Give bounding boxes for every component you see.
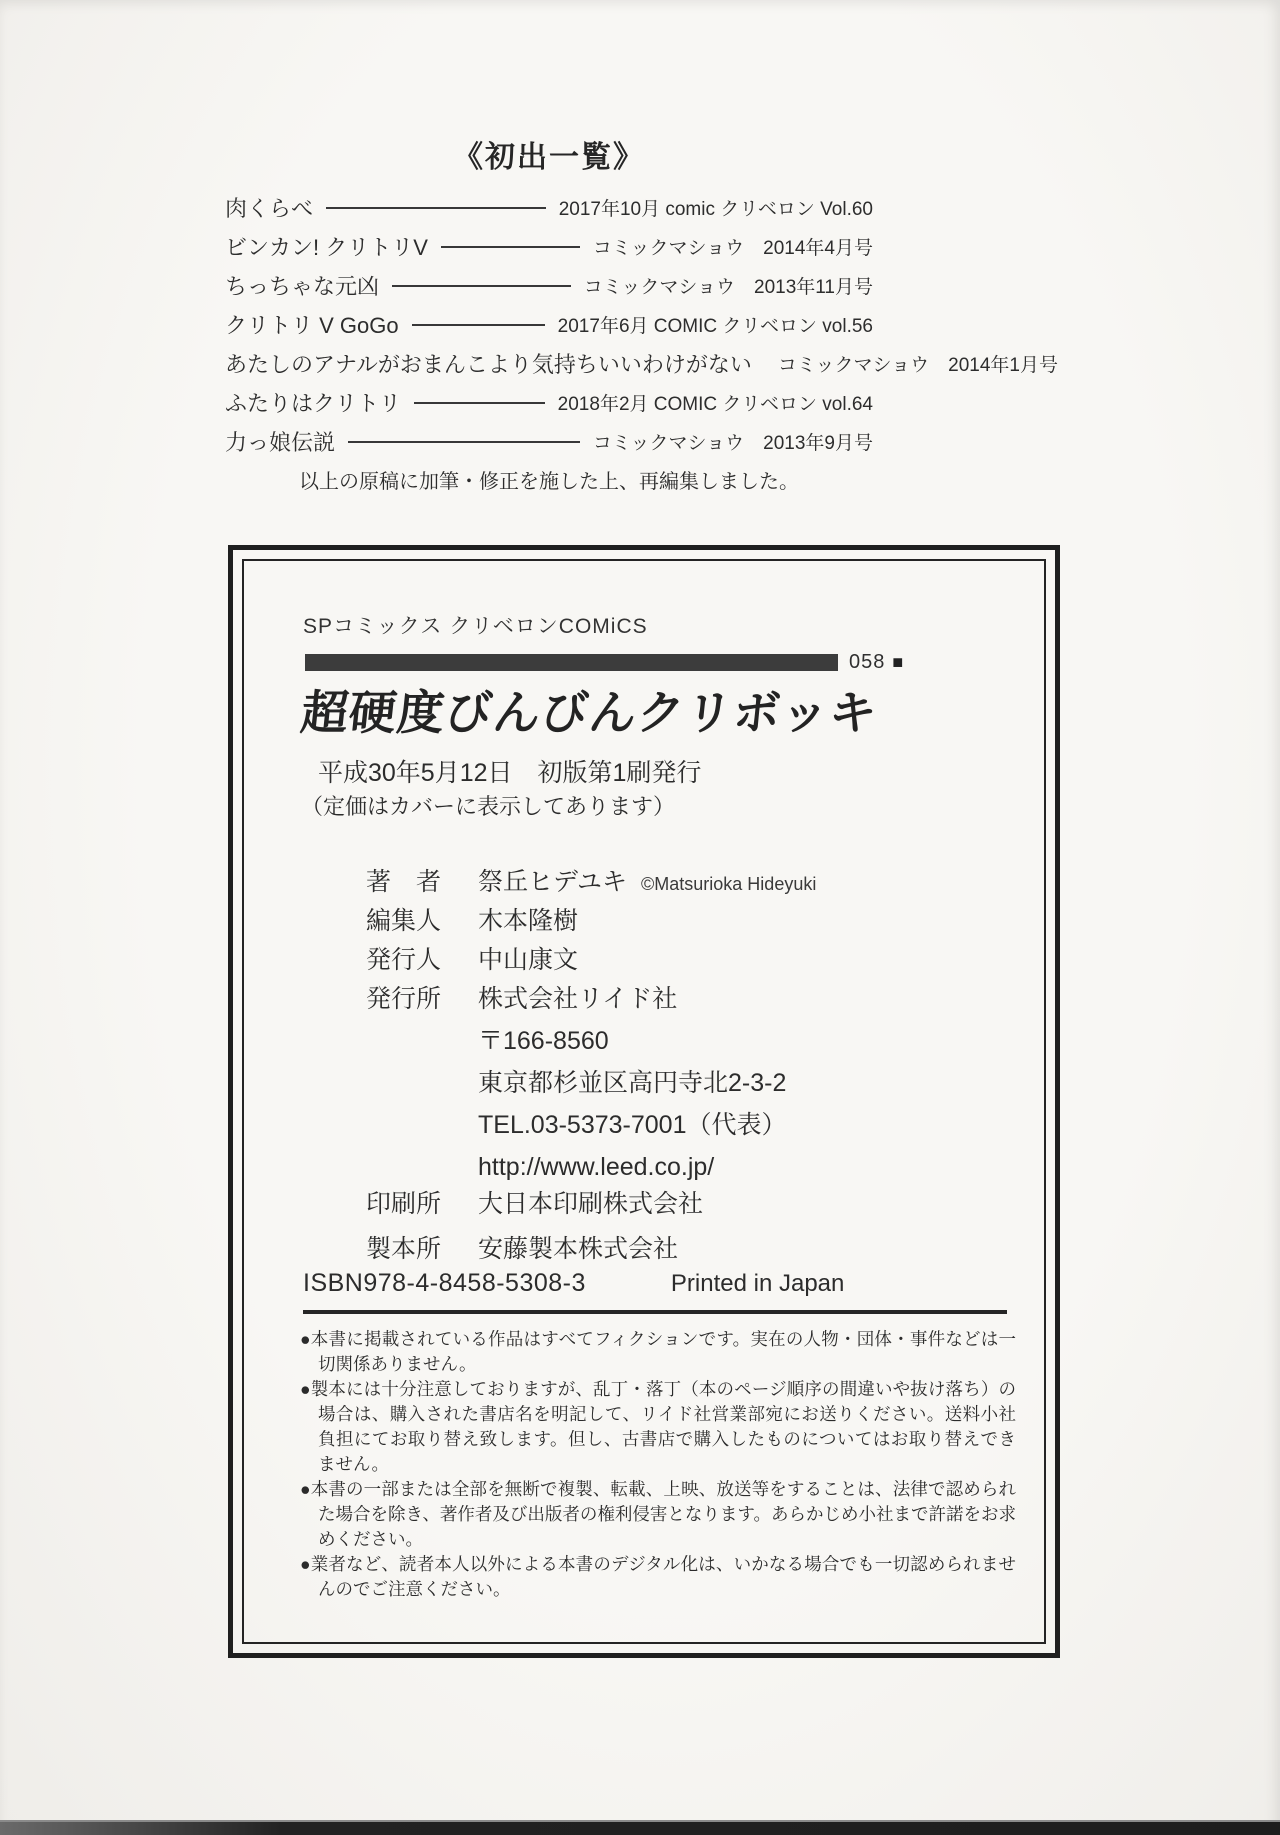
production-role: 印刷所 [366,1190,442,1218]
staff-name: 木本隆樹 [478,907,579,935]
disclaimer-item [300,1377,1016,1477]
publisher-url: http://www.leed.co.jp/ [478,1153,715,1181]
work-source: コミックマショウ 2014年1月号 [777,355,1058,376]
credit-row [225,383,873,422]
disclaimer-item [300,1552,1016,1602]
isbn-row [303,1269,844,1298]
staff-role: 発行所 [366,985,442,1013]
work-source: 2017年6月 COMIC クリベロン vol.56 [557,316,873,337]
revision-note: 以上の原稿に加筆・修正を施した上、再編集しました。 [299,471,799,493]
leader-line [414,402,545,404]
black-bar [305,654,838,671]
staff-row [366,901,816,940]
disclaimer-item [300,1477,1016,1552]
work-source: 2018年2月 COMIC クリベロン vol.64 [557,394,873,415]
bullet-icon: ● [300,1479,311,1499]
work-title: ビンカン! クリトリV [225,235,428,260]
disclaimer-text: 業者など、読者本人以外による本書のデジタル化は、いかなる場合でも一切認められませんのでご注意ください。 [310,1554,1016,1599]
street-address: 東京都杉並区高円寺北2-3-2 [478,1069,787,1097]
page-title: 《初出一覧》 [453,141,645,174]
divider-rule [303,1310,1007,1314]
disclaimer-text: 本書の一部または全部を無断で複製、転載、上映、放送等をすることは、法律で認められた場合を除き、著作者及び出版者の権利侵害となります。あらかじめ小社まで許諾をお求めください。 [310,1479,1017,1549]
series-label: SPコミックス クリベロンCOMiCS [303,615,648,638]
work-source: コミックマショウ 2013年9月号 [592,433,873,454]
disclaimer-text: 製本には十分注意しておりますが、乱丁・落丁（本のページ順序の間違いや抜け落ち）の場合は、購入された書店名を明記して、リイド社営業部宛にお送りください。送料小社負担にてお取り替え致します。但し、古書店で購入したものについてはお取り替えできません。 [310,1379,1016,1474]
production-company: 大日本印刷株式会社 [478,1190,704,1218]
bullet-icon: ● [300,1554,311,1574]
disclaimer-text: 本書に掲載されている作品はすべてフィクションです。実在の人物・団体・事件などは一切関係ありません。 [310,1329,1016,1374]
staff-name: 中山康文 [478,946,579,974]
leader-line [441,246,580,248]
credit-row [225,188,873,227]
production-row [366,1184,703,1229]
staff-name: 株式会社リイド社 [478,985,678,1013]
work-source: コミックマショウ 2013年11月号 [583,277,873,298]
production-role: 製本所 [366,1235,442,1263]
work-title: 肉くらべ [225,196,314,221]
first-publication-list [225,188,1058,461]
credit-row [225,266,873,305]
bullet-icon: ● [300,1329,311,1349]
work-title: あたしのアナルがおまんこより気持ちいいわけがない [225,352,752,377]
scan-edge [0,1820,1280,1835]
credit-row [225,305,873,344]
leader-line [392,285,571,287]
price-note: （定価はカバーに表示してあります） [301,794,676,819]
production-block [366,1184,703,1274]
postal-code: 〒166-8560 [478,1027,609,1055]
edition-line: 平成30年5月12日 初版第1刷発行 [318,759,702,787]
work-title: ちっちゃな元凶 [225,274,380,299]
staff-role: 編集人 [366,907,442,935]
work-title: ふたりはクリトリ [225,391,402,416]
publisher-address [478,1020,786,1188]
production-row [366,1229,703,1274]
staff-block [366,862,816,1018]
disclaimer-item [300,1327,1016,1377]
phone-number: TEL.03-5373-7001（代表） [478,1111,787,1139]
issue-number: 058 [849,651,886,673]
staff-role: 著 者 [366,868,442,896]
disclaimer-block [300,1327,1016,1602]
copyright-credit: ©Matsurioka Hideyuki [641,874,817,894]
leader-line [348,441,580,443]
credit-row [225,344,1058,383]
staff-row [366,940,816,979]
staff-name: 祭丘ヒデユキ [478,868,628,896]
staff-role: 発行人 [366,946,442,974]
production-company: 安藤製本株式会社 [478,1235,679,1263]
printed-in-japan: Printed in Japan [670,1270,845,1297]
staff-row [366,862,816,901]
leader-line [326,207,546,209]
issue-number-row [305,651,903,674]
isbn-number: ISBN978-4-8458-5308-3 [303,1269,586,1297]
work-title: クリトリ V GoGo [225,313,399,338]
book-title: 超硬度びんびんクリボッキ [298,686,880,739]
staff-row [366,979,816,1018]
bullet-icon: ● [300,1379,311,1399]
filled-square-icon: ■ [892,652,904,672]
work-source: 2017年10月 comic クリベロン Vol.60 [558,199,873,220]
work-source: コミックマショウ 2014年4月号 [592,238,873,259]
leader-line [412,324,545,326]
credit-row [225,422,873,461]
work-title: 力っ娘伝説 [225,430,336,455]
credit-row [225,227,873,266]
